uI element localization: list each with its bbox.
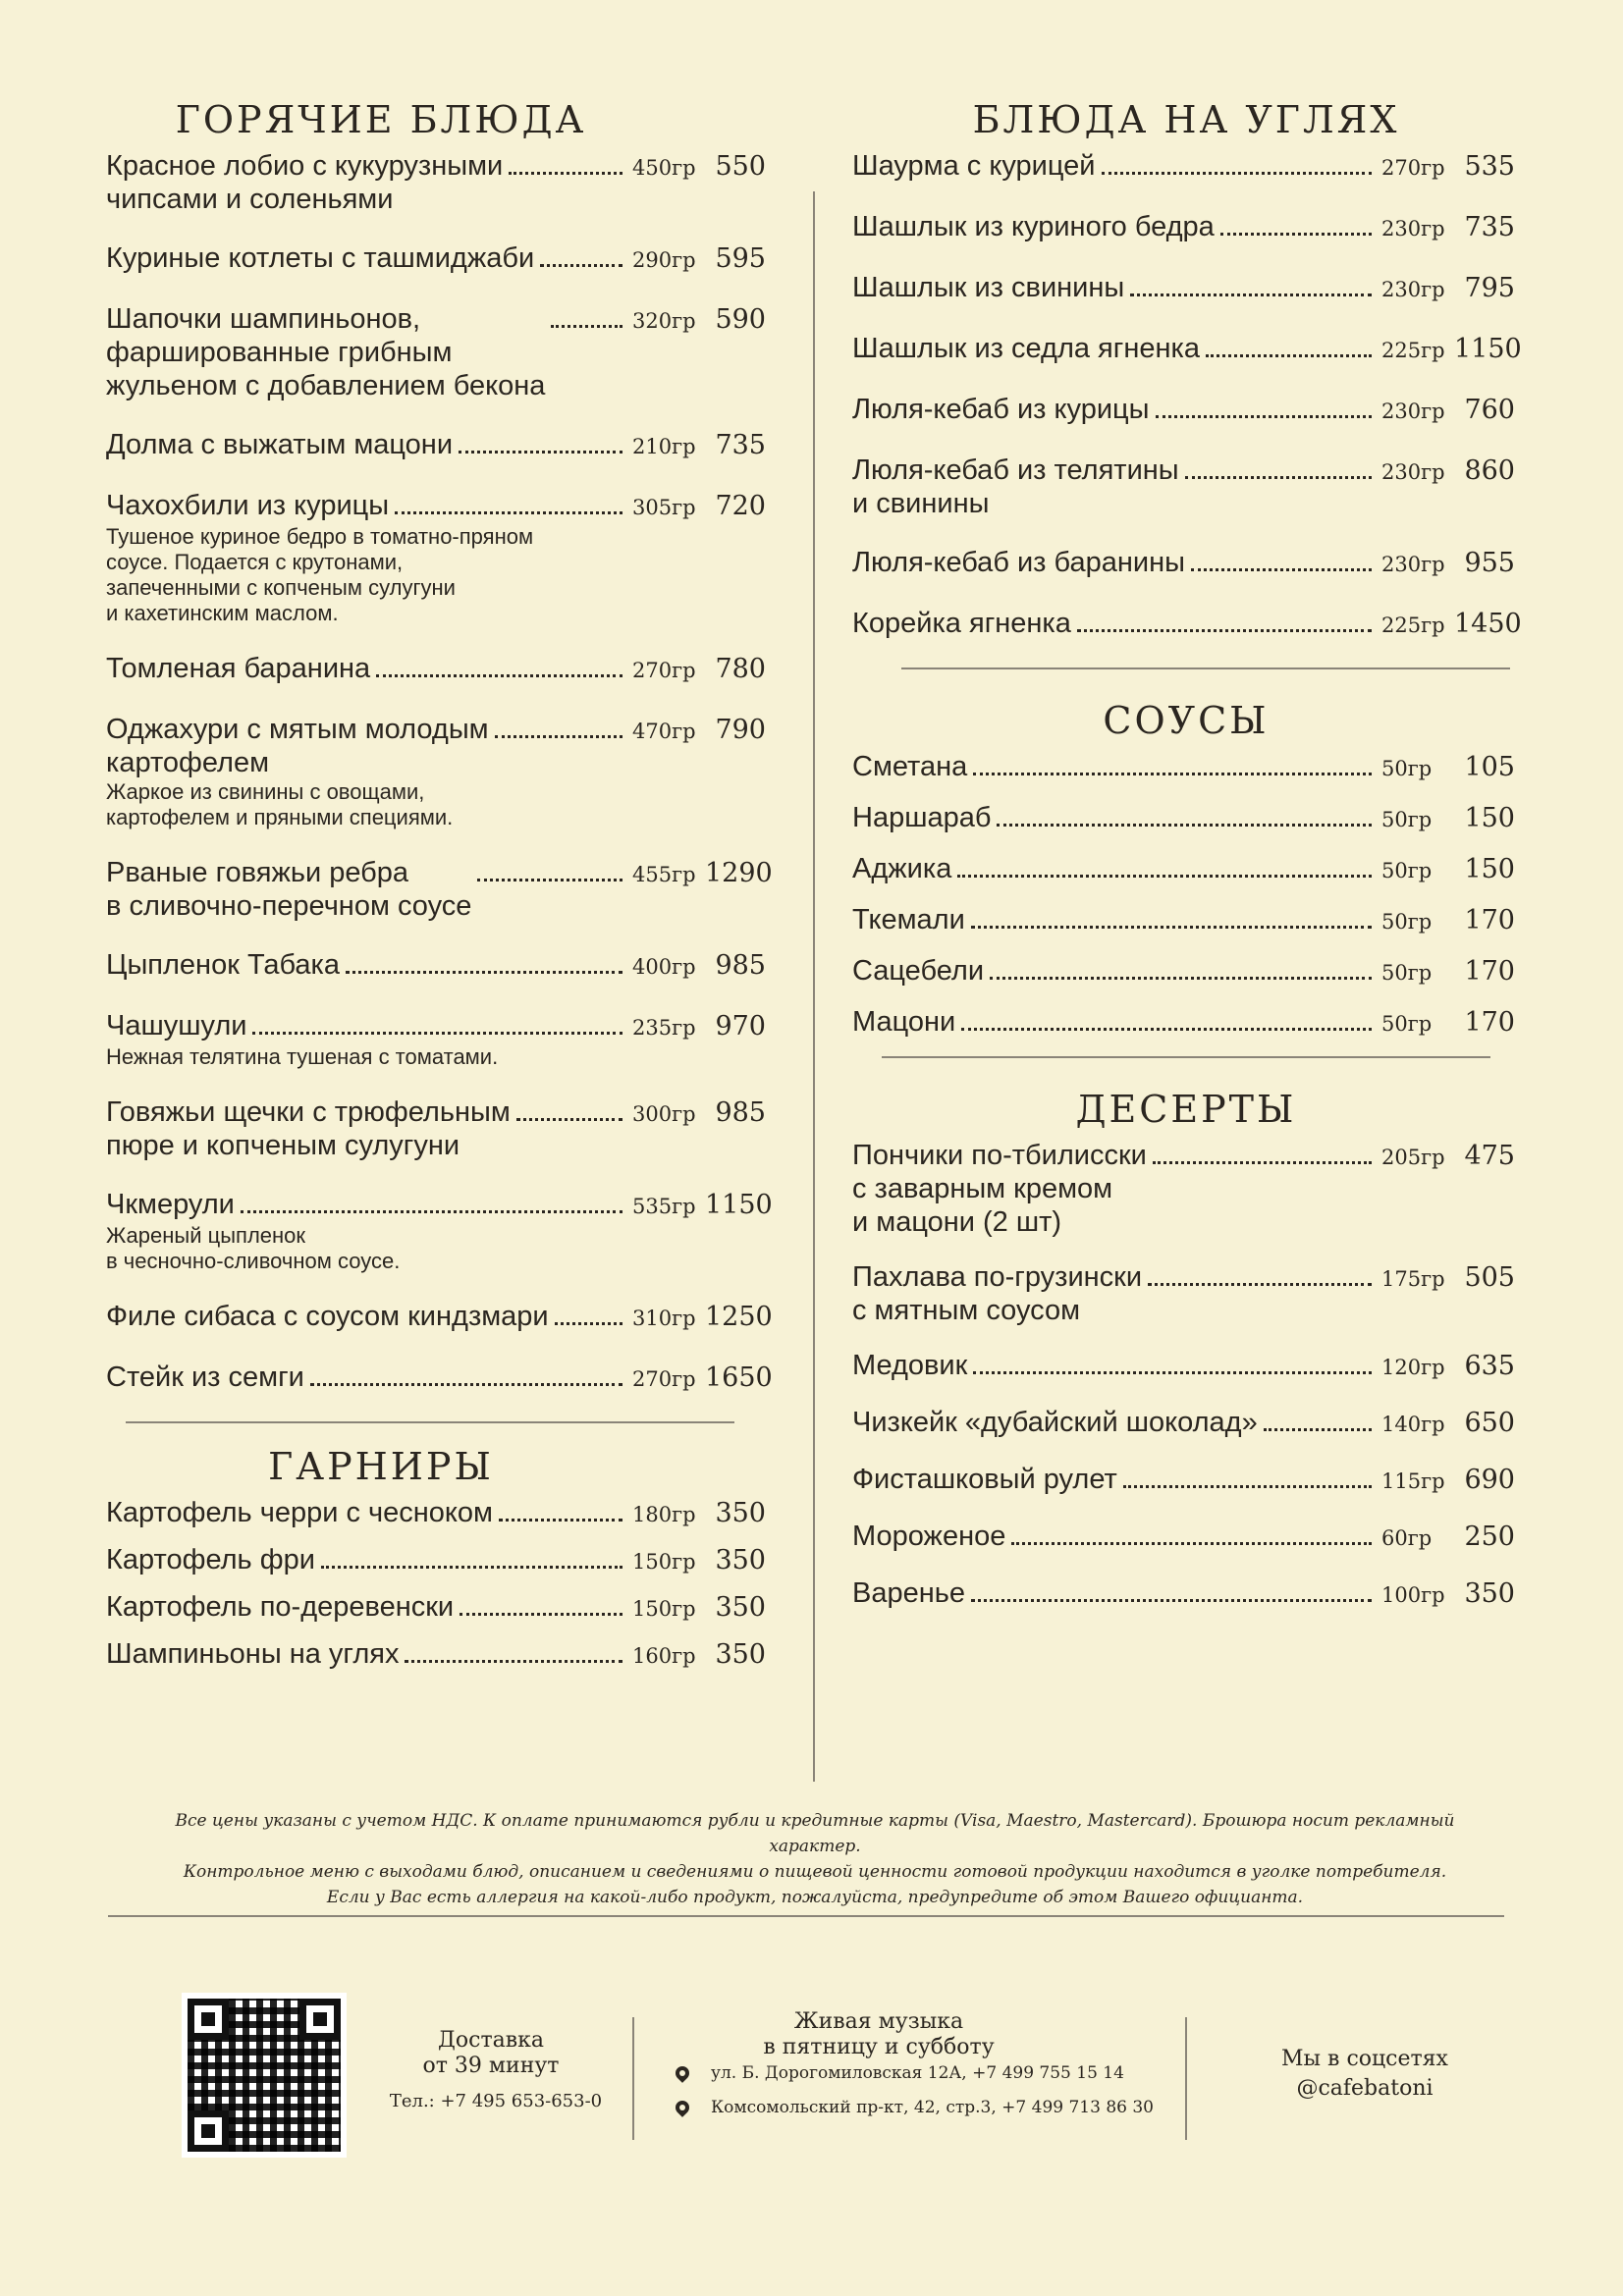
address-2-text: Комсомольский пр-кт, 42, стр.3, +7 499 713 86 30 bbox=[711, 2098, 1154, 2117]
menu-item-price: 150 bbox=[1464, 854, 1515, 884]
dot-leader bbox=[973, 773, 1372, 775]
menu-item-price: 1290 bbox=[705, 858, 773, 888]
menu-item-weight: 450гр bbox=[632, 156, 696, 180]
menu-item-name: Цыпленок Табака bbox=[106, 949, 341, 981]
garnishes-list bbox=[106, 1496, 774, 1673]
dot-leader bbox=[1130, 294, 1372, 296]
menu-item-price: 985 bbox=[715, 1097, 766, 1128]
footer-divider bbox=[108, 1915, 1504, 1917]
dot-leader bbox=[346, 971, 622, 974]
menu-item-price: 860 bbox=[1464, 455, 1515, 486]
menu-item-weight: 270гр bbox=[632, 659, 696, 682]
menu-item-weight: 60гр bbox=[1381, 1526, 1433, 1550]
menu-item-name: Шашлык из седла ягненка bbox=[852, 333, 1200, 364]
menu-item-line bbox=[852, 393, 1515, 428]
menu-item-name: Томленая баранина bbox=[106, 653, 371, 684]
menu-item-price: 590 bbox=[715, 304, 766, 335]
menu-item-line bbox=[106, 149, 766, 216]
menu-item-description: Жареный цыпленок в чесночно-сливочном соусе. bbox=[106, 1223, 401, 1273]
right-column bbox=[852, 98, 1520, 1633]
dot-leader bbox=[961, 1028, 1372, 1031]
menu-item-line bbox=[852, 852, 1515, 887]
dot-leader bbox=[973, 1371, 1372, 1374]
menu-item-line bbox=[106, 1361, 773, 1396]
menu-item bbox=[852, 271, 1520, 306]
dot-leader bbox=[321, 1566, 622, 1569]
menu-item-weight: 455гр bbox=[632, 863, 696, 886]
menu-item-line bbox=[106, 241, 766, 277]
menu-item-line bbox=[852, 271, 1515, 306]
menu-item-price: 350 bbox=[715, 1639, 766, 1670]
menu-item-name: Говяжьи щечки с трюфельным пюре и копченым сулугуни bbox=[106, 1096, 511, 1161]
menu-item bbox=[852, 1260, 1520, 1327]
menu-item-name: Шампиньоны на углях bbox=[106, 1638, 400, 1670]
menu-item-weight: 290гр bbox=[632, 248, 696, 272]
menu-item-line bbox=[106, 1590, 766, 1626]
menu-item-name: Сметана bbox=[852, 751, 968, 782]
section-divider bbox=[901, 667, 1510, 669]
menu-item-price: 170 bbox=[1464, 956, 1515, 987]
menu-item bbox=[106, 302, 774, 402]
section-title-sauces: СОУСЫ bbox=[1103, 699, 1270, 742]
menu-item-weight: 230гр bbox=[1381, 278, 1445, 301]
left-column bbox=[106, 98, 774, 1684]
live-music-info: Живая музыка в пятницу и субботу bbox=[763, 2009, 995, 2059]
menu-item-name: Шашлык из свинины bbox=[852, 272, 1125, 303]
menu-item-line bbox=[106, 428, 766, 463]
menu-item-price: 635 bbox=[1464, 1351, 1515, 1381]
menu-item-name: Рваные говяжьи ребра в сливочно-перечном соусе bbox=[106, 857, 472, 922]
section-divider bbox=[126, 1421, 734, 1423]
menu-item-line bbox=[852, 903, 1515, 938]
qr-pattern bbox=[188, 1999, 341, 2152]
menu-item-name: Мороженое bbox=[852, 1521, 1006, 1552]
delivery-info: Доставка от 39 минут bbox=[422, 2028, 560, 2078]
map-pin-icon bbox=[673, 2063, 692, 2083]
menu-item-weight: 175гр bbox=[1381, 1267, 1445, 1291]
menu-item bbox=[106, 428, 774, 463]
menu-item-weight: 120гр bbox=[1381, 1356, 1445, 1379]
dot-leader bbox=[1077, 629, 1372, 632]
footer-separator bbox=[632, 2017, 634, 2140]
dot-leader bbox=[555, 1322, 622, 1325]
menu-item-price: 1450 bbox=[1454, 609, 1522, 639]
menu-item-weight: 50гр bbox=[1381, 859, 1433, 882]
dot-leader bbox=[1156, 415, 1372, 418]
menu-item-price: 550 bbox=[715, 151, 766, 182]
menu-item-line bbox=[106, 948, 766, 984]
dot-leader bbox=[551, 325, 622, 328]
dot-leader bbox=[405, 1660, 622, 1663]
menu-item-description: Нежная телятина тушеная с томатами. bbox=[106, 1044, 499, 1069]
dot-leader bbox=[516, 1118, 622, 1121]
menu-item-weight: 180гр bbox=[632, 1503, 696, 1526]
menu-item-weight: 470гр bbox=[632, 720, 696, 743]
qr-finder bbox=[188, 2110, 229, 2152]
menu-item-line bbox=[106, 713, 766, 779]
dot-leader bbox=[1206, 354, 1372, 357]
menu-item-weight: 235гр bbox=[632, 1016, 696, 1040]
menu-item-weight: 150гр bbox=[632, 1550, 696, 1574]
column-divider bbox=[813, 191, 815, 1782]
menu-item-line bbox=[106, 1009, 766, 1044]
dot-leader bbox=[1264, 1428, 1372, 1431]
menu-item-name: Красное лобио с кукурузными чипсами и соленьями bbox=[106, 150, 504, 215]
menu-item bbox=[106, 489, 774, 626]
menu-item-weight: 305гр bbox=[632, 496, 696, 519]
dot-leader bbox=[395, 511, 622, 514]
section-title-grill: БЛЮДА НА УГЛЯХ bbox=[972, 98, 1400, 141]
menu-item-name: Куриные котлеты с ташмиджаби bbox=[106, 242, 535, 274]
menu-item bbox=[852, 1005, 1520, 1041]
menu-item bbox=[852, 1520, 1520, 1555]
dot-leader bbox=[499, 1519, 622, 1522]
dot-leader bbox=[1102, 172, 1373, 175]
menu-item-name: Ткемали bbox=[852, 904, 965, 935]
menu-item bbox=[106, 652, 774, 687]
menu-item-line bbox=[106, 1543, 766, 1578]
menu-item-line bbox=[852, 607, 1522, 642]
menu-item-line bbox=[106, 652, 766, 687]
dot-leader bbox=[1148, 1283, 1372, 1286]
grill-list bbox=[852, 149, 1520, 642]
menu-item-price: 250 bbox=[1464, 1522, 1515, 1552]
menu-item bbox=[106, 1637, 774, 1673]
menu-item-price: 690 bbox=[1464, 1465, 1515, 1495]
menu-item-price: 760 bbox=[1464, 395, 1515, 425]
dot-leader bbox=[540, 264, 622, 267]
dot-leader bbox=[376, 674, 622, 677]
menu-item-price: 720 bbox=[715, 491, 766, 521]
menu-item-price: 350 bbox=[715, 1498, 766, 1528]
footer-separator bbox=[1185, 2017, 1187, 2140]
menu-item-name: Медовик bbox=[852, 1350, 968, 1381]
dot-leader bbox=[477, 879, 622, 881]
menu-item-weight: 50гр bbox=[1381, 910, 1433, 934]
menu-item-weight: 50гр bbox=[1381, 1012, 1433, 1036]
menu-item-name: Чизкейк «дубайский шоколад» bbox=[852, 1407, 1258, 1438]
menu-item-name: Картофель фри bbox=[106, 1544, 315, 1575]
menu-item-name: Оджахури с мятым молодым картофелем bbox=[106, 714, 489, 778]
menu-item-line bbox=[852, 1005, 1515, 1041]
menu-item-price: 1150 bbox=[705, 1190, 773, 1220]
menu-item-price: 735 bbox=[1464, 212, 1515, 242]
menu-item-weight: 115гр bbox=[1381, 1469, 1445, 1493]
menu-item-price: 350 bbox=[1464, 1578, 1515, 1609]
dot-leader bbox=[1123, 1485, 1372, 1488]
menu-item-price: 475 bbox=[1464, 1141, 1515, 1171]
menu-item-name: Люля-кебаб из баранины bbox=[852, 547, 1185, 578]
menu-item-name: Картофель черри с чесноком bbox=[106, 1497, 493, 1528]
social-info[interactable]: Мы в соцсетях @cafebatoni bbox=[1281, 2047, 1448, 2101]
delivery-phone[interactable]: Тел.: +7 495 653-653-0 bbox=[389, 2091, 603, 2111]
menu-item-price: 1250 bbox=[705, 1302, 773, 1332]
menu-item bbox=[106, 856, 774, 923]
menu-item-price: 790 bbox=[715, 715, 766, 745]
address-1[interactable] bbox=[676, 2063, 1124, 2083]
menu-item-price: 505 bbox=[1464, 1262, 1515, 1293]
dot-leader bbox=[459, 451, 622, 454]
section-title-hot-dishes: ГОРЯЧИЕ БЛЮДА bbox=[175, 98, 587, 141]
menu-item-name: Филе сибаса с соусом киндзмари bbox=[106, 1301, 549, 1332]
menu-item-weight: 230гр bbox=[1381, 553, 1445, 576]
menu-item-line bbox=[852, 332, 1522, 367]
menu-item-weight: 210гр bbox=[632, 435, 696, 458]
menu-item bbox=[106, 149, 774, 216]
menu-item bbox=[852, 1463, 1520, 1498]
menu-item bbox=[852, 801, 1520, 836]
dot-leader bbox=[252, 1032, 622, 1035]
menu-item-name: Сацебели bbox=[852, 955, 985, 987]
qr-finder bbox=[188, 1999, 229, 2040]
menu-item-name: Шапочки шампиньонов, фаршированные грибным жульеном с добавлением бекона bbox=[106, 303, 546, 401]
section-divider bbox=[882, 1056, 1490, 1058]
menu-item-price: 350 bbox=[715, 1592, 766, 1623]
menu-item-name: Фисташковый рулет bbox=[852, 1464, 1117, 1495]
menu-item-line bbox=[106, 1188, 773, 1223]
menu-item-price: 350 bbox=[715, 1545, 766, 1575]
menu-item-name: Картофель по-деревенски bbox=[106, 1591, 455, 1623]
menu-item-weight: 205гр bbox=[1381, 1146, 1445, 1169]
menu-item-weight: 270гр bbox=[1381, 156, 1445, 180]
menu-item bbox=[852, 1349, 1520, 1384]
menu-item-weight: 50гр bbox=[1381, 961, 1433, 985]
menu-item-line bbox=[106, 302, 766, 402]
menu-item-line bbox=[106, 1095, 766, 1162]
menu-item-name: Чкмерули bbox=[106, 1189, 235, 1220]
sauces-list bbox=[852, 750, 1520, 1041]
menu-item-name: Корейка ягненка bbox=[852, 608, 1071, 639]
menu-item bbox=[106, 1009, 774, 1070]
dot-leader bbox=[1220, 233, 1372, 236]
menu-item-line bbox=[852, 546, 1515, 581]
menu-item-line bbox=[852, 1520, 1515, 1555]
menu-item-name: Чашушули bbox=[106, 1010, 247, 1041]
footer-note: Все цены указаны с учетом НДС. К оплате принимаются рубли и кредитные карты (Visa, Maestro, Mastercard). Брошюра носит рекламный характер. Контрольное меню с выходами блюд, описанием и сведениями о пищевой ценности готовой продукции находится в уголке потребителя. Если у Вас есть аллергия на какой-либо продукт, пожалуйста, предупредите об этом Вашего официанта. bbox=[175, 1811, 1455, 1907]
menu-item-name: Чахохбили из курицы bbox=[106, 490, 390, 521]
menu-item-line bbox=[106, 1637, 766, 1673]
menu-item-line bbox=[852, 210, 1515, 245]
dot-leader bbox=[957, 875, 1372, 878]
menu-item-price: 780 bbox=[715, 654, 766, 684]
menu-item-line bbox=[852, 1260, 1515, 1327]
menu-item-name: Пахлава по-грузински с мятным соусом bbox=[852, 1261, 1143, 1326]
menu-item bbox=[852, 1139, 1520, 1239]
dot-leader bbox=[997, 824, 1372, 827]
menu-item-weight: 100гр bbox=[1381, 1583, 1445, 1607]
dot-leader bbox=[1011, 1542, 1372, 1545]
menu-item-line bbox=[852, 1139, 1515, 1239]
menu-item bbox=[852, 903, 1520, 938]
menu-item-weight: 300гр bbox=[632, 1102, 696, 1126]
menu-item-weight: 270гр bbox=[632, 1367, 696, 1391]
menu-item bbox=[852, 210, 1520, 245]
desserts-list bbox=[852, 1139, 1520, 1612]
menu-item-weight: 150гр bbox=[632, 1597, 696, 1621]
menu-item bbox=[852, 750, 1520, 785]
menu-item-name: Наршараб bbox=[852, 802, 992, 833]
menu-item-weight: 225гр bbox=[1381, 614, 1445, 637]
menu-item bbox=[106, 1095, 774, 1162]
menu-item-price: 970 bbox=[715, 1011, 766, 1041]
menu-item-price: 650 bbox=[1464, 1408, 1515, 1438]
menu-item-price: 150 bbox=[1464, 803, 1515, 833]
menu-item-price: 1150 bbox=[1454, 334, 1522, 364]
address-2[interactable] bbox=[676, 2098, 1154, 2117]
menu-item-price: 1650 bbox=[705, 1362, 773, 1393]
menu-item-weight: 230гр bbox=[1381, 217, 1445, 240]
dot-leader bbox=[1185, 476, 1372, 479]
menu-item-name: Стейк из семги bbox=[106, 1362, 304, 1393]
menu-item-line bbox=[106, 489, 766, 524]
menu-item bbox=[106, 1543, 774, 1578]
menu-item-line bbox=[852, 1406, 1515, 1441]
menu-item bbox=[106, 1361, 774, 1396]
dot-leader bbox=[971, 926, 1372, 929]
dot-leader bbox=[460, 1613, 622, 1616]
menu-item-name: Долма с выжатым мацони bbox=[106, 429, 454, 460]
menu-item-description: Жаркое из свинины с овощами, картофелем и пряными специями. bbox=[106, 779, 454, 829]
menu-item-line bbox=[852, 1463, 1515, 1498]
menu-item-name: Шаурма с курицей bbox=[852, 150, 1096, 182]
menu-item bbox=[106, 1590, 774, 1626]
menu-item-name: Пончики по-тбилисски с заварным кремом и мацони (2 шт) bbox=[852, 1140, 1147, 1238]
menu-item-name: Мацони bbox=[852, 1006, 956, 1038]
section-title-garnishes: ГАРНИРЫ bbox=[268, 1445, 494, 1488]
dot-leader bbox=[1153, 1161, 1372, 1164]
dot-leader bbox=[990, 977, 1372, 980]
menu-item bbox=[852, 1406, 1520, 1441]
menu-item-price: 105 bbox=[1464, 752, 1515, 782]
menu-item bbox=[852, 149, 1520, 185]
menu-item bbox=[852, 454, 1520, 520]
menu-item-price: 985 bbox=[715, 950, 766, 981]
menu-item bbox=[106, 1300, 774, 1335]
dot-leader bbox=[1191, 568, 1372, 571]
menu-item-price: 795 bbox=[1464, 273, 1515, 303]
menu-item bbox=[852, 1576, 1520, 1612]
menu-item-line bbox=[106, 1496, 766, 1531]
dot-leader bbox=[310, 1383, 622, 1386]
menu-item-price: 735 bbox=[715, 430, 766, 460]
menu-item-weight: 400гр bbox=[632, 955, 696, 979]
menu-item-price: 955 bbox=[1464, 548, 1515, 578]
dot-leader bbox=[509, 172, 622, 175]
menu-item-price: 535 bbox=[1464, 151, 1515, 182]
menu-item-price: 170 bbox=[1464, 905, 1515, 935]
menu-item-line bbox=[852, 801, 1515, 836]
menu-item-price: 595 bbox=[715, 243, 766, 274]
menu-item-weight: 230гр bbox=[1381, 400, 1445, 423]
menu-item bbox=[852, 607, 1520, 642]
menu-item-line bbox=[852, 1349, 1515, 1384]
menu-item-name: Люля-кебаб из телятины и свинины bbox=[852, 454, 1179, 519]
dot-leader bbox=[495, 735, 622, 738]
menu-item-weight: 320гр bbox=[632, 309, 696, 333]
menu-item bbox=[852, 852, 1520, 887]
menu-item-weight: 225гр bbox=[1381, 339, 1445, 362]
menu-item-weight: 535гр bbox=[632, 1195, 696, 1218]
menu-item bbox=[852, 954, 1520, 989]
menu-item-weight: 50гр bbox=[1381, 757, 1433, 780]
menu-item-line bbox=[106, 1300, 773, 1335]
section-title-desserts: ДЕСЕРТЫ bbox=[1075, 1088, 1297, 1131]
map-pin-icon bbox=[673, 2098, 692, 2117]
menu-item bbox=[106, 1496, 774, 1531]
menu-item-price: 170 bbox=[1464, 1007, 1515, 1038]
menu-item-weight: 230гр bbox=[1381, 460, 1445, 484]
menu-item bbox=[106, 1188, 774, 1274]
menu-item-name: Варенье bbox=[852, 1577, 965, 1609]
menu-item bbox=[852, 332, 1520, 367]
dot-leader bbox=[971, 1599, 1372, 1602]
qr-code[interactable] bbox=[182, 1993, 347, 2158]
menu-item-line bbox=[852, 149, 1515, 185]
menu-item bbox=[106, 713, 774, 830]
menu-item-line bbox=[852, 454, 1515, 520]
hot-dishes-list bbox=[106, 149, 774, 1396]
menu-item-line bbox=[852, 954, 1515, 989]
menu-item-line bbox=[852, 750, 1515, 785]
menu-item-line bbox=[106, 856, 773, 923]
menu-item-weight: 160гр bbox=[632, 1644, 696, 1668]
menu-item-weight: 50гр bbox=[1381, 808, 1433, 831]
menu-item-name: Аджика bbox=[852, 853, 952, 884]
qr-finder bbox=[299, 1999, 341, 2040]
menu-item bbox=[106, 948, 774, 984]
menu-item-line bbox=[852, 1576, 1515, 1612]
dot-leader bbox=[241, 1210, 622, 1213]
menu-item-description: Тушеное куриное бедро в томатно-пряном соусе. Подается с крутонами, запеченными с копченым сулугуни и кахетинским маслом. bbox=[106, 524, 534, 625]
menu-item-weight: 310гр bbox=[632, 1307, 696, 1330]
menu-item bbox=[852, 546, 1520, 581]
address-1-text: ул. Б. Дорогомиловская 12А, +7 499 755 15 14 bbox=[711, 2063, 1124, 2083]
menu-item-name: Шашлык из куриного бедра bbox=[852, 211, 1215, 242]
menu-item bbox=[106, 241, 774, 277]
menu-item-weight: 140гр bbox=[1381, 1413, 1445, 1436]
menu-item-name: Люля-кебаб из курицы bbox=[852, 394, 1150, 425]
menu-item bbox=[852, 393, 1520, 428]
